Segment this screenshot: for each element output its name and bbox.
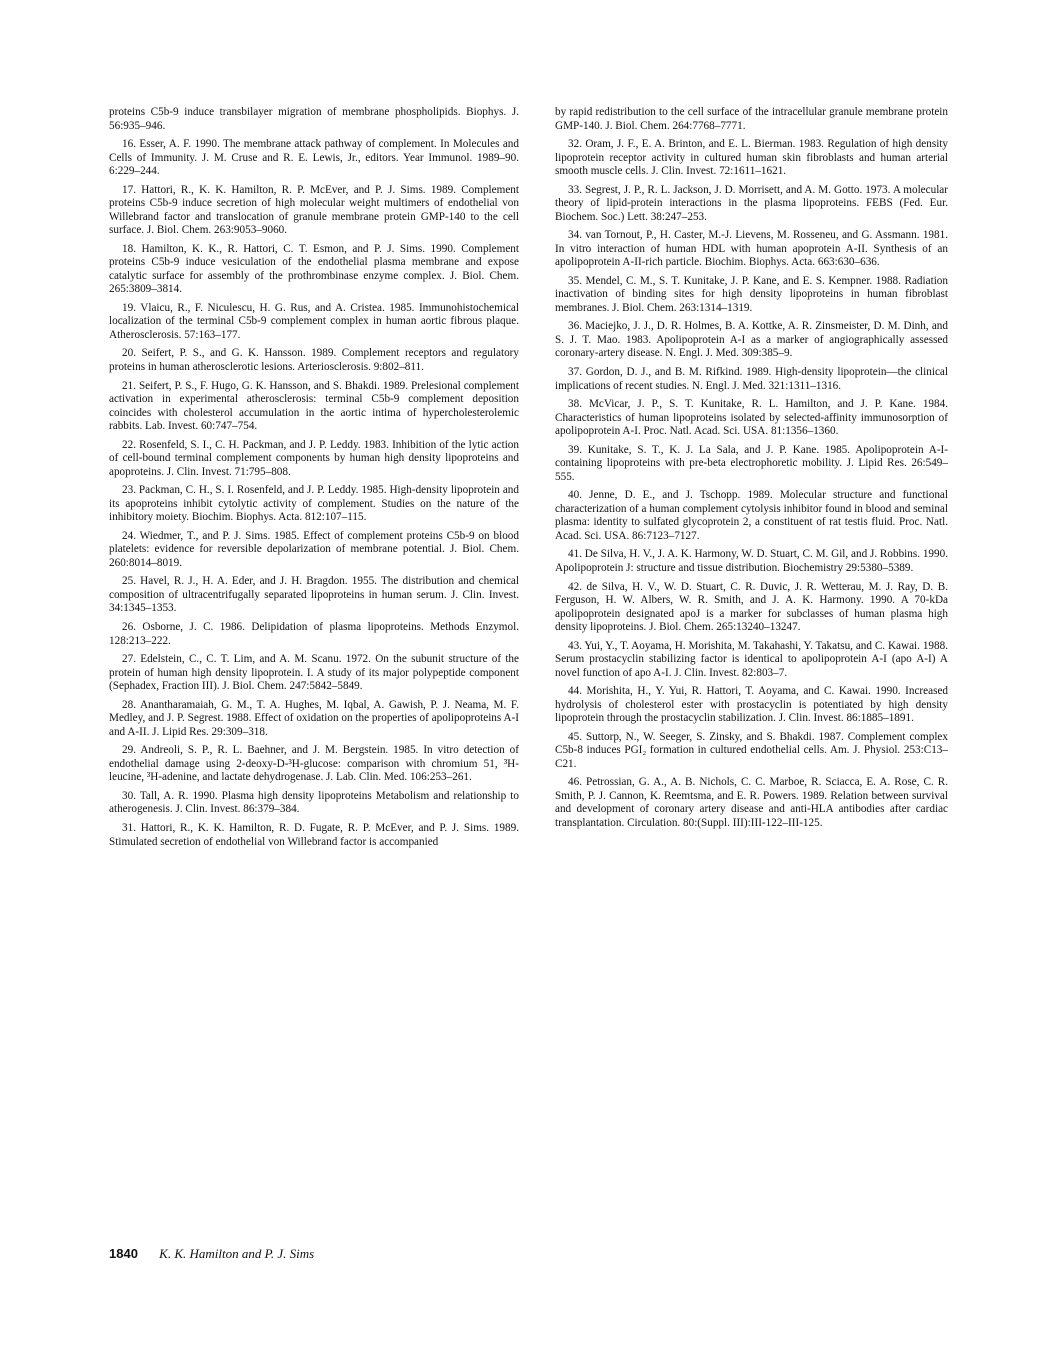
reference-30: 30. Tall, A. R. 1990. Plasma high density lipoproteins Metabolism and relationship to atherogenesis. J. Clin. Invest. 86:379–384. bbox=[109, 789, 519, 816]
references-right-column bbox=[555, 106, 948, 836]
references-left-column bbox=[109, 106, 519, 854]
reference-21: 21. Seifert, P. S., F. Hugo, G. K. Hansson, and S. Bhakdi. 1989. Prelesional complement activation in experimental atherosclerosis: terminal C5b-9 complement deposition coincides with cholesterol accumulation in the aortic intima of hypercholesterolemic rabbits. Lab. Invest. 60:747–754. bbox=[109, 379, 519, 433]
reference-42: 42. de Silva, H. V., W. D. Stuart, C. R. Duvic, J. R. Wetterau, M. J. Ray, D. B. Ferguson, H. W. Albers, W. R. Smith, and J. A. K. Harmony. 1990. A 70-kDa apolipoprotein designated apoJ is a marker for subclasses of human plasma high density lipoproteins. J. Biol. Chem. 265:13240–13247. bbox=[555, 580, 948, 634]
reference-41: 41. De Silva, H. V., J. A. K. Harmony, W. D. Stuart, C. M. Gil, and J. Robbins. 1990. Apolipoprotein J: structure and tissue distribution. Biochemistry 29:5380–5389. bbox=[555, 548, 948, 574]
reference-35: 35. Mendel, C. M., S. T. Kunitake, J. P. Kane, and E. S. Kempner. 1988. Radiation inactivation of binding sites for high density lipoproteins in human fibroblast membranes. J. Biol. Chem. 263:1314–1319. bbox=[555, 274, 948, 314]
reference-45: 45. Suttorp, N., W. Seeger, S. Zinsky, and S. Bhakdi. 1987. Complement complex C5b-8 induces PGI₂ formation in cultured endothelial cells. Am. J. Physiol. 253:C13–C21. bbox=[555, 730, 948, 770]
reference-39: 39. Kunitake, S. T., K. J. La Sala, and J. P. Kane. 1985. Apolipoprotein A-I-containing lipoproteins with pre-beta electrophoretic mobility. J. Lipid Res. 26:549–555. bbox=[555, 443, 948, 483]
reference-34: 34. van Tornout, P., H. Caster, M.-J. Lievens, M. Rosseneu, and G. Assmann. 1981. In vitro interaction of human HDL with human apoprotein A-II. Synthesis of an apolipoprotein A-II-rich particle. Biochim. Biophys. Acta. 663:630–636. bbox=[555, 229, 948, 269]
running-authors: K. K. Hamilton and P. J. Sims bbox=[159, 1246, 315, 1261]
reference-38: 38. McVicar, J. P., S. T. Kunitake, R. L. Hamilton, and J. P. Kane. 1984. Characteristics of human lipoproteins isolated by selected-affinity immunosorption of apolipoprotein A-I. Proc. Natl. Acad. Sci. USA. 81:1356–1360. bbox=[555, 398, 948, 438]
reference-28: 28. Anantharamaiah, G. M., T. A. Hughes, M. Iqbal, A. Gawish, P. J. Neama, M. F. Medley, and J. P. Segrest. 1988. Effect of oxidation on the properties of apolipoproteins A-I and A-II. J. Lipid Res. 29:309–318. bbox=[109, 698, 519, 738]
reference-36: 36. Maciejko, J. J., D. R. Holmes, B. A. Kottke, A. R. Zinsmeister, D. M. Dinh, and S. J. T. Mao. 1983. Apolipoprotein A-I as a marker of angiographically assessed coronary-artery disease. N. Engl. J. Med. 309:385–9. bbox=[555, 320, 948, 360]
reference-27: 27. Edelstein, C., C. T. Lim, and A. M. Scanu. 1972. On the subunit structure of the protein of human high density lipoprotein. I. A study of its major polypeptide component (Sephadex, Fraction III). J. Biol. Chem. 247:5842–5849. bbox=[109, 653, 519, 693]
reference-22: 22. Rosenfeld, S. I., C. H. Packman, and J. P. Leddy. 1983. Inhibition of the lytic action of cell-bound terminal complement components by human high density lipoproteins and apoproteins. J. Clin. Invest. 71:795–808. bbox=[109, 438, 519, 478]
reference-46: 46. Petrossian, G. A., A. B. Nichols, C. C. Marboe, R. Sciacca, E. A. Rose, C. R. Smith, P. J. Cannon, K. Reemtsma, and E. R. Powers. 1989. Relation between survival and development of coronary artery disease and anti-HLA antibodies after cardiac transplantation. Circulation. 80:(Suppl. III):III-122–III-125. bbox=[555, 776, 948, 829]
reference-43: 43. Yui, Y., T. Aoyama, H. Morishita, M. Takahashi, Y. Takatsu, and C. Kawai. 1988. Serum prostacyclin stabilizing factor is identical to apolipoprotein A-I (apo A-I) A novel function of apo A-I. J. Clin. Invest. 82:803–7. bbox=[555, 639, 948, 679]
reference-33: 33. Segrest, J. P., R. L. Jackson, J. D. Morrisett, and A. M. Gotto. 1973. A molecular theory of lipid-protein interactions in the plasma lipoproteins. FEBS (Fed. Eur. Biochem. Soc.) Lett. 38:247–253. bbox=[555, 183, 948, 223]
reference-25: 25. Havel, R. J., H. A. Eder, and J. H. Bragdon. 1955. The distribution and chemical composition of ultracentrifugally separated lipoproteins in human serum. J. Clin. Invest. 34:1345–1353. bbox=[109, 575, 519, 615]
reference-29: 29. Andreoli, S. P., R. L. Baehner, and J. M. Bergstein. 1985. In vitro detection of endothelial damage using 2-deoxy-D-³H-glucose: comparison with chromium 51, ³H-leucine, ³H-adenine, and lactate dehydrogenase. J. Lab. Clin. Med. 106:253–261. bbox=[109, 744, 519, 784]
reference-32: 32. Oram, J. F., E. A. Brinton, and E. L. Bierman. 1983. Regulation of high density lipoprotein receptor activity in cultured human skin fibroblasts and human arterial smooth muscle cells. J. Clin. Invest. 72:1611–1621. bbox=[555, 138, 948, 178]
reference-19: 19. Vlaicu, R., F. Niculescu, H. G. Rus, and A. Cristea. 1985. Immunohistochemical localization of the terminal C5b-9 complement complex in human aortic fibrous plaque. Atherosclerosis. 57:163–177. bbox=[109, 301, 519, 341]
reference-31: 31. Hattori, R., K. K. Hamilton, R. D. Fugate, R. P. McEver, and P. J. Sims. 1989. Stimulated secretion of endothelial von Willebrand factor is accompanied bbox=[109, 822, 519, 848]
page-number: 1840 bbox=[109, 1246, 138, 1261]
reference-17: 17. Hattori, R., K. K. Hamilton, R. P. McEver, and P. J. Sims. 1989. Complement proteins C5b-9 induce secretion of high molecular weight multimers of endothelial von Willebrand factor and translocation of granule membrane protein GMP-140 to the cell surface. J. Biol. Chem. 263:9053–9060. bbox=[109, 183, 519, 237]
reference-44: 44. Morishita, H., Y. Yui, R. Hattori, T. Aoyama, and C. Kawai. 1990. Increased hydrolysis of cholesterol ester with prostacyclin is potentiated by high density lipoprotein through the prostacyclin stabilization. J. Clin. Invest. 86:1885–1891. bbox=[555, 685, 948, 725]
reference-40: 40. Jenne, D. E., and J. Tschopp. 1989. Molecular structure and functional characterization of a human complement cytolysis inhibitor found in blood and seminal plasma: identity to sulfated glycoprotein 2, a constituent of rat testis fluid. Proc. Natl. Acad. Sci. USA. 86:7123–7127. bbox=[555, 489, 948, 542]
reference-15-continued: proteins C5b-9 induce transbilayer migration of membrane phospholipids. Biophys. J. 56:935–946. bbox=[109, 106, 519, 132]
reference-31-continued: by rapid redistribution to the cell surface of the intracellular granule membrane protein GMP-140. J. Biol. Chem. 264:7768–7771. bbox=[555, 106, 948, 132]
reference-37: 37. Gordon, D. J., and B. M. Rifkind. 1989. High-density lipoprotein—the clinical implications of recent studies. N. Engl. J. Med. 321:1311–1316. bbox=[555, 366, 948, 392]
page-footer bbox=[109, 1246, 314, 1262]
reference-18: 18. Hamilton, K. K., R. Hattori, C. T. Esmon, and P. J. Sims. 1990. Complement proteins C5b-9 induce vesiculation of the endothelial plasma membrane and expose catalytic surface for assembly of the prothrombinase enzyme complex. J. Biol. Chem. 265:3809–3814. bbox=[109, 242, 519, 296]
reference-20: 20. Seifert, P. S., and G. K. Hansson. 1989. Complement receptors and regulatory proteins in human atherosclerotic lesions. Arteriosclerosis. 9:802–811. bbox=[109, 347, 519, 373]
reference-26: 26. Osborne, J. C. 1986. Delipidation of plasma lipoproteins. Methods Enzymol. 128:213–222. bbox=[109, 621, 519, 647]
reference-24: 24. Wiedmer, T., and P. J. Sims. 1985. Effect of complement proteins C5b-9 on blood platelets: evidence for reversible depolarization of membrane potential. J. Biol. Chem. 260:8014–8019. bbox=[109, 529, 519, 569]
reference-16: 16. Esser, A. F. 1990. The membrane attack pathway of complement. In Molecules and Cells of Immunity. J. M. Cruse and R. E. Lewis, Jr., editors. Year Immunol. 1989–90. 6:229–244. bbox=[109, 138, 519, 178]
reference-23: 23. Packman, C. H., S. I. Rosenfeld, and J. P. Leddy. 1985. High-density lipoprotein and its apoproteins inhibit cytolytic activity of complement. Studies on the nature of the inhibitory moiety. Biochim. Biophys. Acta. 812:107–115. bbox=[109, 484, 519, 524]
